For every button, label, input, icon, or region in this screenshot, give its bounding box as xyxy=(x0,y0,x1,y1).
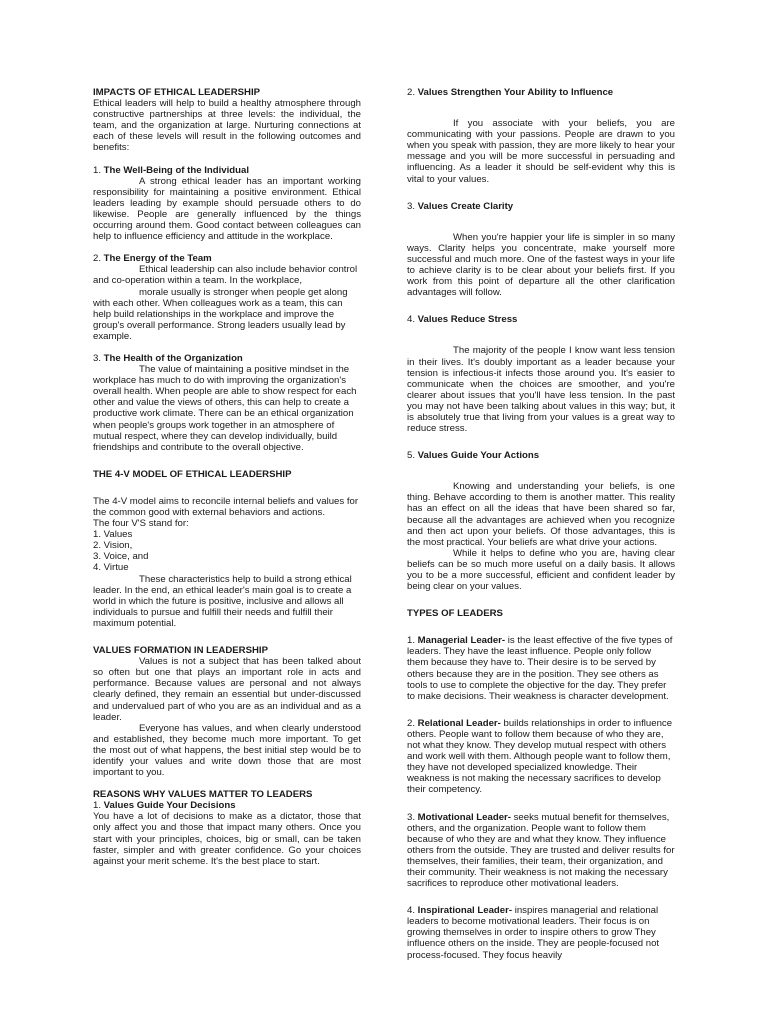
fourv-stand: The four V'S stand for: xyxy=(93,518,189,530)
impacts-intro: Ethical leaders will help to build a healthy atmosphere through constructive partnerships at three levels: the individual, the team, and the organization at large. Nurturing connections at each of these levels will result in the following outcomes and benefits: xyxy=(93,98,361,154)
values-formation-p1: Values is not a subject that has been talked about so often but one that plays an important role in acts and performance. Because values are personal and not always clearly defined, they remain an essential but under-discussed and undervalued part of who you are as an individual and as a leader. xyxy=(93,656,361,723)
reason-item-2-title: 2. Values Strengthen Your Ability to Influence xyxy=(407,87,614,98)
list-item: 4. Virtue xyxy=(93,562,129,574)
impact-item-3-title: 3. The Health of the Organization xyxy=(93,352,243,364)
types-heading: TYPES OF LEADERS xyxy=(407,608,503,620)
type-item-1: 1. Managerial Leader- is the least effective of the five types of leaders. They have the least influence. People only follow them because they have to. Their desire is to be served by others because they are in the position. They see others as tools to use to complete the objective for the day. They prefer to make decisions. Their weakness is character development. xyxy=(407,635,673,702)
reason-item-5-title: 5. Values Guide Your Actions xyxy=(407,450,540,462)
list-item: 2. Vision, xyxy=(93,540,133,552)
impact-item-2-text-a: Ethical leadership can also include behavior control and co-operation within a team. In the workplace, xyxy=(93,264,358,287)
impact-item-3-text: The value of maintaining a positive mindset in the workplace has much to do with improving the organization's overall health. When people are able to show respect for each other and value the views of others, this can help to create a productive work climate. There can be an ethical organization when people's groups work together in an atmosphere of mutual respect, where they can develop individually, build friendships and contribute to the overall objective. xyxy=(93,364,357,453)
values-formation-heading: VALUES FORMATION IN LEADERSHIP xyxy=(93,645,269,657)
reason-item-3-text: When you're happier your life is simpler in so many ways. Clarity helps you concentrate, make yourself more successful and much more. One of the fastest ways in your life to achieve clarity is to be clear about your beliefs first. If you work from this point of departure all the other clarification advantages will follow. xyxy=(407,231,675,299)
values-formation-p2: Everyone has values, and when clearly understood and established, they become much more important. To get the most out of what happens, the best initial step would be to identify your values and write down those that are most important to you. xyxy=(93,722,361,779)
reason-item-2-text: If you associate with your beliefs, you are communicating with your passions. People are drawn to you when you speak with passion, they are more likely to hear your message and you will be more successful in persuading and influencing. As a leader it should be self-evident why this is vital to your values. xyxy=(407,118,675,185)
fourv-paragraph: These characteristics help to build a strong ethical leader. In the end, an ethical leader's main goal is to create a world in which the future is positive, inclusive and allows all individuals to pursue and fulfill their needs and fulfill their maximum potential. xyxy=(93,573,352,629)
fourv-intro: The 4-V model aims to reconcile internal beliefs and values for the common good with external behaviors and actions. xyxy=(93,495,359,518)
reason-item-4-text: The majority of the people I know want less tension in their lives. It's doubly important as a leader because your tension is infectious-it infects those around you. It's easier to communicate when the choices are smoother, and you're clearer about issues that you'll have less tension. In the past you may not have been talking about values in this way; but, it is absolutely true that living from your values is a great way to reduce stress. xyxy=(407,345,675,435)
type-item-3: 3. Motivational Leader- seeks mutual benefit for themselves, others, and the organization. People want to follow them because of who they are and what they know. They influence others from the outside. They are trusted and deliver results for themselves, their families, their team, their organization, and their community. Their weakness is not making the necessary sacrifices to reproduce other motivational leaders. xyxy=(407,811,675,890)
list-item: 3. Voice, and xyxy=(93,551,149,563)
reason-item-3-title: 3. Values Create Clarity xyxy=(407,200,514,212)
reason-item-1-title: 1. Values Guide Your Decisions xyxy=(93,800,236,812)
right-column xyxy=(407,87,675,961)
reason-item-1-text: You have a lot of decisions to make as a dictator, those that only affect you and those that impact many others. Once you start with your principles, choices, big or small, can be taken faster, simpler and with greater confidence. Go your choices against your merit scheme. It's the best place to start. xyxy=(93,811,361,867)
list-item: 1. Values xyxy=(93,529,133,541)
left-column xyxy=(93,87,361,867)
reason-item-5-p1: Knowing and understanding your beliefs, is one thing. Behave according to them is another matter. This reality has an effect on all the ideas that have been shared so far, because all the advantages are achieved when you recognize and then act upon your beliefs. Of those advantages, this is the most practical. Your beliefs are what drive your actions. xyxy=(407,481,675,548)
reasons-heading: REASONS WHY VALUES MATTER TO LEADERS xyxy=(93,789,313,801)
impact-item-1-title: 1. The Well-Being of the Individual xyxy=(93,164,250,176)
fourv-heading: THE 4-V MODEL OF ETHICAL LEADERSHIP xyxy=(93,468,292,480)
impact-item-2-title: 2. The Energy of the Team xyxy=(93,253,212,265)
impact-item-1-text: A strong ethical leader has an important working responsibility for maintaining a positive environment. Ethical leaders leading by example should persuade others to do likewise. People are generally influenced by the things occurring around them. Good contact between colleagues can help to influence efficiency and attitude in the workplace. xyxy=(93,175,361,243)
impact-item-2-text-b: morale usually is stronger when people get along with each other. When colleagues work as a team, this can help build relationships in the workplace and improve the group's overall performance. Strong leaders usually lead by example. xyxy=(93,286,348,342)
type-item-2: 2. Relational Leader- builds relationships in order to influence others. People want to follow them because of who they are, not what they know. They develop mutual respect with others and work well with them. Although people want to follow them, they have not developed specialized knowledge. Their weakness is not making the necessary sacrifices to develop their competency. xyxy=(407,717,673,796)
fourv-list xyxy=(93,529,361,573)
impacts-heading: IMPACTS OF ETHICAL LEADERSHIP xyxy=(93,87,261,98)
reason-item-5-p2: While it helps to define who you are, having clear beliefs can be so much more useful on a daily basis. It allows you to be a more successful, efficient and confident leader by being clear on your values. xyxy=(407,547,675,593)
type-item-4: 4. Inspirational Leader- inspires managerial and relational leaders to become motivational leaders. Their focus is on growing themselves in order to inspire others to grow They influence others on the inside. They are people-focused not process-focused. They focus heavily xyxy=(407,905,660,961)
reason-item-4-title: 4. Values Reduce Stress xyxy=(407,314,518,326)
